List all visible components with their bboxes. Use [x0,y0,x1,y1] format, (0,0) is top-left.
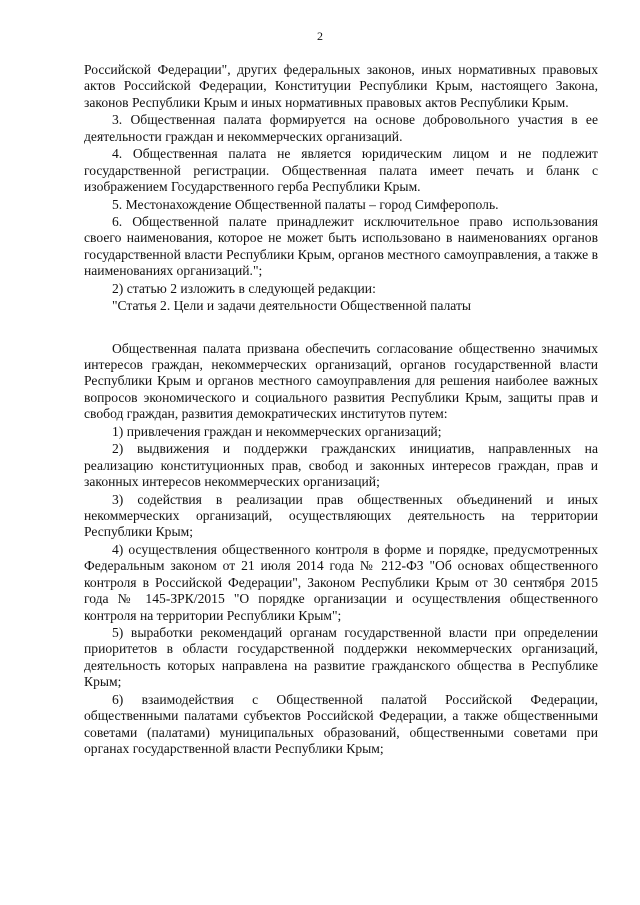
article-heading: "Статья 2. Цели и задачи деятельности Общественной палаты [112,298,472,314]
paragraph-item-4: 4. Общественная палата не является юридическим лицом и не подлежит государственной регистрации. Общественная палата имеет печать и бланк с изображением Государственного герба Республики Крым. [84,146,598,195]
list-item-6: 6) взаимодействия с Общественной палатой Российской Федерации, общественными палатами субъектов Российской Федерации, а также общественными советами (палатами) муниципальных образований, общественными советами при органах государственной власти Республики Крым; [84,691,598,756]
list-item-1: 1) привлечения граждан и некоммерческих организаций; [112,423,442,439]
paragraph-continuation: Российской Федерации", других федеральных законов, иных нормативных правовых актов Российской Федерации, Конституции Республики Крым, настоящего Закона, законов Республики Крым и иных нормативных правовых актов Республики Крым. [84,62,598,110]
list-item-4: 4) осуществления общественного контроля в форме и порядке, предусмотренных Федеральным законом от 21 июля 2014 года № 212-ФЗ "Об основах общественного контроля в Российской Федерации", Законом Республики Крым от 30 сентября 2015 года № 145-ЗРК/2015 "О порядке организации и осуществления общественного контроля на территории Республики Крым"; [84,541,598,623]
paragraph-item-6: 6. Общественной палате принадлежит исключительное право использования своего наименования, которое не может быть использовано в наименованиях органов государственной власти Республики Крым, органов местного самоуправления, а также в наименованиях организаций."; [84,214,598,279]
paragraph-item-5: 5. Местонахождение Общественной палаты – город Симферополь. [112,196,499,212]
paragraph-amendment-2: 2) статью 2 изложить в следующей редакции: [112,280,376,296]
list-item-5: 5) выработки рекомендаций органам государственной власти при определении приоритетов в области государственной поддержки некоммерческих организаций, деятельность которых направлена на развитие гражданского общества в Республике Крым; [84,625,598,690]
list-item-2: 2) выдвижения и поддержки гражданских инициатив, направленных на реализацию конституционных прав, свобод и законных интересов граждан, прав и законных интересов некоммерческих организаций; [84,441,598,490]
document-body [84,62,598,758]
paragraph-item-3: 3. Общественная палата формируется на основе добровольного участия в ее деятельности граждан и некоммерческих организаций. [84,112,598,144]
paragraph-purpose: Общественная палата призвана обеспечить согласование общественно значимых интересов граждан, некоммерческих организаций, органов государственной власти Республики Крым и органов местного самоуправления для решения наиболее важных вопросов экономического и социального развития Республики Крым, защиты прав и свобод граждан, развития демократических институтов путем: [84,340,598,422]
page-number: 2 [317,29,323,43]
list-item-3: 3) содействия в реализации прав общественных объединений и иных некоммерческих организаций, осуществляющих деятельность на территории Республики Крым; [84,491,598,540]
